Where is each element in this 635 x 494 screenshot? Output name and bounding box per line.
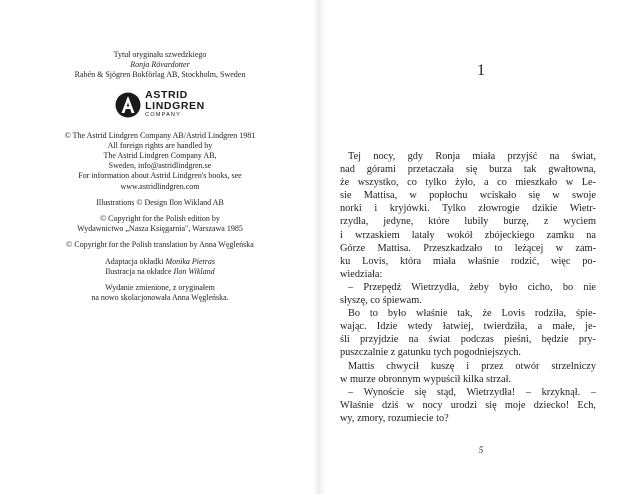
book-gutter [312,0,326,494]
text-line: że wszystko, co tylko żyło, a co mieszkało w Le- [340,177,596,189]
illustrations-credit: Illustrations © Design Ilon Wikland AB [96,197,224,207]
text-line: Tej nocy, gdy Ronja miała przyjść na świat, [348,151,596,162]
text-line: wiedziała: [340,268,383,280]
text-line: Mattis chwycił kuszę i przez otwór strzelniczy [348,360,596,372]
logo-line-astrid: ASTRID [145,89,188,102]
text-line: puszczalnie z gatunku tych pogodniejszych. [340,347,521,359]
rights-line: © The Astrid Lindgren Company AB/Astrid Lindgren 1981 [64,130,256,140]
edition-note-line: na nowo skolacjonowała Anna Węgleńska. [91,293,229,303]
rights-line: All foreign rights are handled by [107,140,213,150]
text-line: słyszę, co śpiewam. [340,295,422,307]
logo-line-company: COMPANY [145,112,181,119]
text-line: – Przepędź Wietrzydła, żeby było cicho, bo nie [348,281,596,293]
cover-adaptation-label: Adaptacja okładki [105,256,164,266]
chapter-number: 1 [477,62,485,79]
rights-line: The Astrid Lindgren Company AB, [103,151,217,161]
text-line: ku Lovis, która miała właśnie rodzić, więc po- [340,255,596,267]
cover-illustration-credit [52,267,268,277]
text-line: nad górami przetaczała się burza tak gwałtowna, [340,164,596,176]
astrid-lindgren-a-logo-icon [115,90,141,120]
original-title: Ronja Rövardotter [130,60,190,70]
rights-line: For information about Astrid Lindgren's books, see [78,171,242,181]
polish-edition-line: Wydawnictwo „Nasza Księgarnia", Warszawa 1985 [77,224,243,234]
rights-line: Sweden, info@astridlindgren.se [108,161,212,171]
astrid-lindgren-company-logo [52,90,268,120]
polish-edition-line: © Copyright for the Polish edition by [100,214,220,224]
original-title-label: Tytuł oryginału szwedzkiego [113,50,207,59]
logo-line-lindgren: LINDGREN [145,99,205,112]
text-line: wając. Idzie wtedy łatwiej, twierdziła, a małe, je- [340,321,596,333]
cover-illustration-label: Ilustracja na okładce [105,266,172,276]
text-line: – Wynoście się stąd, Wietrzydła! – krzyknął. – [348,386,596,398]
cover-illustration-name: Ilon Wikland [173,266,215,276]
original-publisher: Rabén & Sjögren Bokförlag AB, Stockholm, Sweden [74,70,246,80]
copyright-imprint [52,50,268,303]
rights-line: www.astridlindgren.com [120,181,200,191]
text-line: śli przyjdzie na świat podczas pieśni, będzie pry- [340,334,596,346]
page-number: 5 [478,445,484,455]
text-line: Właśnie dziś w nocy urodzi się moje dziecko! Ech, [340,399,596,411]
text-line: Bo to było właśnie tak, że Lovis rodziła, śpie- [348,308,596,320]
text-line: rzydła, jedyne, które lubiły burzę, z wyciem [340,216,596,228]
cover-adaptation-credit [52,257,268,267]
edition-note-line: Wydanie zmienione, z oryginałem [105,283,215,293]
cover-adaptation-name: Monika Pietras [165,256,215,266]
text-line: Górze Mattisa. Przeszkadzało to leżącej w zam- [340,242,596,254]
text-line: i wrzaskiem latały wokół zbójeckiego zamku na [340,229,596,241]
text-line: sie Mattisa, w popłochu wciskało się w swoje [340,190,596,202]
polish-translation-credit: © Copyright for the Polish translation by Anna Węgleńska [66,240,254,250]
text-line: norki i kryjówki. Tylko złowrogie dzikie Wietr- [340,203,596,215]
text-line: w murze obronnym wypuścił kilka strzał. [340,373,512,385]
text-line: wy, zmory, rozumiecie to? [340,412,449,424]
logo-wordmark [145,90,205,119]
chapter-body-text [340,150,596,425]
